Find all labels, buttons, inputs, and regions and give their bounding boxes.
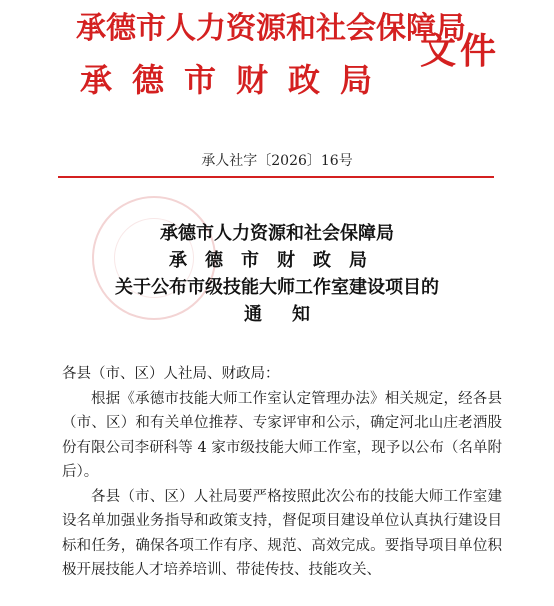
- title-line-4: 通知: [244, 304, 340, 325]
- issuer-line-2: 承德市财政局: [80, 61, 393, 99]
- paragraph-1: 根据《承德市技能大师工作室认定管理办法》相关规定，经各县（市、区）和有关单位推荐、专家评审和公示，确定河北山庄老酒股份有限公司李研科等 4 家市级技能大师工作室，现予以公布（名单附后）。: [62, 390, 502, 480]
- document-number: 承人社字〔2026〕16号: [201, 153, 353, 169]
- notice-body: [62, 362, 502, 583]
- document-header: [0, 0, 554, 140]
- document-word: 文件: [420, 31, 501, 72]
- title-line-3: 关于公布市级技能大师工作室建设项目的: [115, 277, 439, 298]
- issuer-line-1: 承德市人力资源和社会保障局: [76, 11, 466, 46]
- notice-title: [0, 220, 554, 328]
- paragraph-2: 各县（市、区）人社局要严格按照此次公布的技能大师工作室建设名单加强业务指导和政策支持，督促项目建设单位认真执行建设目标和任务，确保各项工作有序、规范、高效完成。要指导项目单位积极开展技能人才培养培训、带徒传技、技能攻关、: [62, 488, 502, 578]
- title-line-2: 承德市财政局: [169, 250, 385, 271]
- title-line-1: 承德市人力资源和社会保障局: [160, 223, 394, 244]
- salutation: 各县（市、区）人社局、财政局：: [62, 366, 280, 382]
- red-divider: [58, 176, 494, 178]
